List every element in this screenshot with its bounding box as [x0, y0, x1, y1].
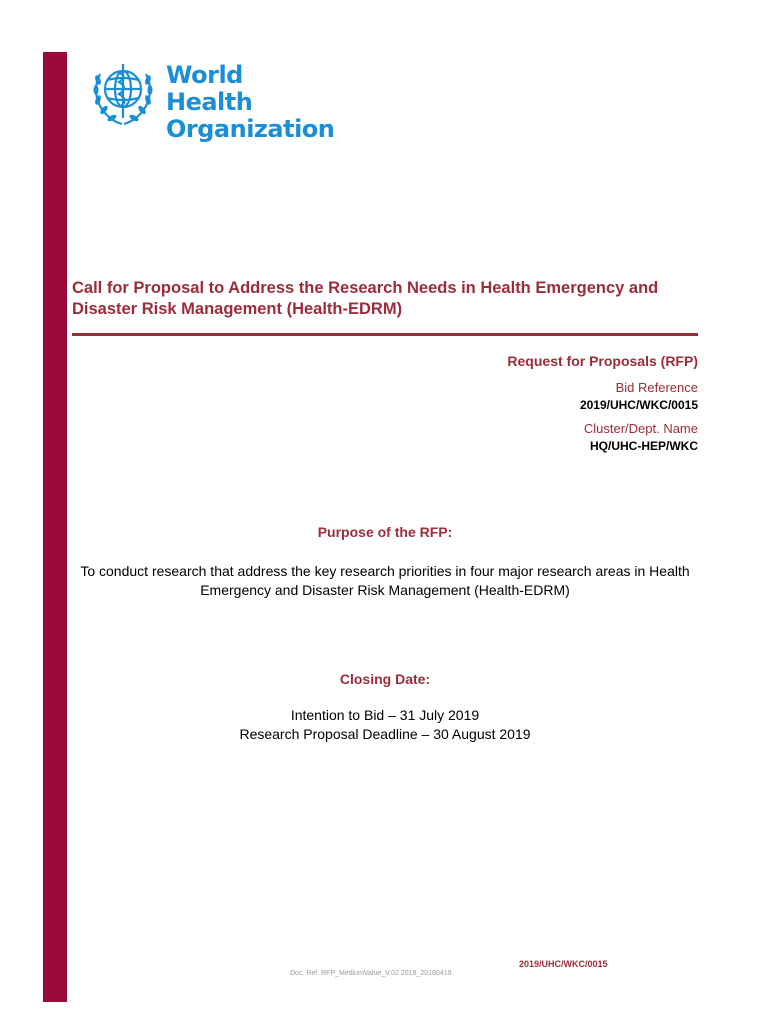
- side-accent-bar: [43, 52, 67, 1002]
- closing-date-heading: Closing Date:: [339, 671, 431, 687]
- who-emblem-icon: [86, 56, 160, 130]
- dept-name-value: HQ/UHC-HEP/WKC: [590, 439, 698, 453]
- purpose-heading: Purpose of the RFP:: [317, 524, 453, 540]
- footer-bid-reference: 2019/UHC/WKC/0015: [519, 959, 608, 969]
- logo-line-1: World Health: [166, 61, 253, 116]
- proposal-deadline-date: Research Proposal Deadline – 30 August 2019: [239, 726, 531, 742]
- footer-doc-reference: Doc. Ref. RFP_MediumValue_V.02 2018_20180419: [290, 970, 452, 977]
- document-title: Call for Proposal to Address the Research Needs in Health Emergency and Disaster Risk Management (Health-EDRM): [72, 279, 659, 318]
- purpose-text: To conduct research that address the key research priorities in four major research areas in Health Emergency and Disaster Risk Management (Health-EDRM): [80, 563, 690, 598]
- title-divider: [72, 333, 698, 336]
- logo-line-2: Organization: [166, 115, 335, 143]
- bid-reference-label: Bid Reference: [615, 380, 698, 395]
- bid-reference-value: 2019/UHC/WKC/0015: [579, 398, 698, 412]
- dept-name-label: Cluster/Dept. Name: [583, 421, 698, 436]
- rfp-heading: Request for Proposals (RFP): [507, 353, 698, 369]
- who-logo: [86, 56, 335, 143]
- intention-to-bid-date: Intention to Bid – 31 July 2019: [290, 707, 480, 723]
- logo-wordmark: [166, 62, 334, 143]
